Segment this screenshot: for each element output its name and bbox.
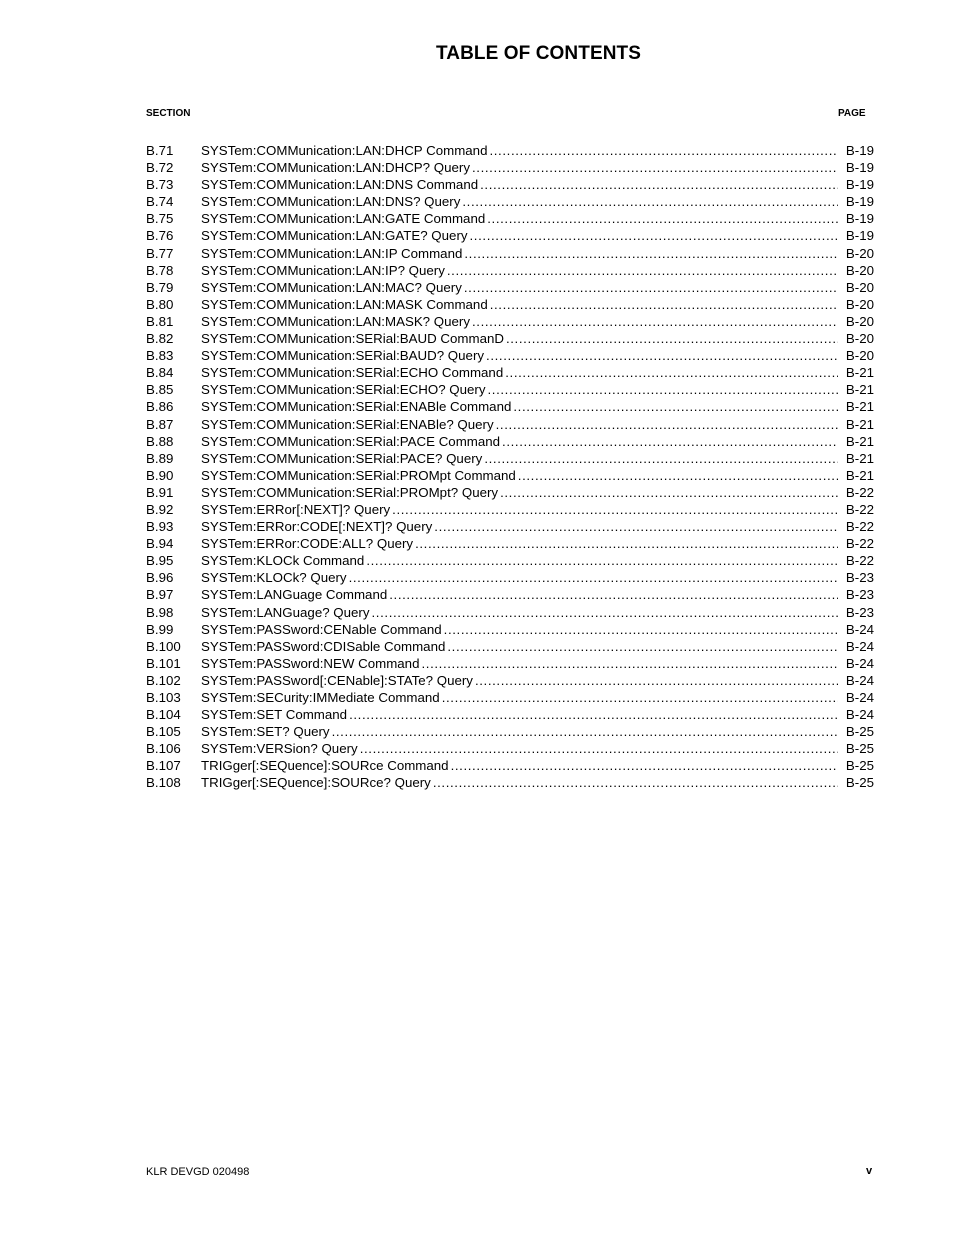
toc-entry-number: B.99 xyxy=(146,621,174,637)
toc-entry-title[interactable]: SYSTem:COMMunication:LAN:MASK? Query xyxy=(201,313,470,329)
toc-entry[interactable] xyxy=(146,433,874,450)
toc-entry-body xyxy=(201,210,844,227)
toc-entry-page[interactable]: B-22 xyxy=(845,553,874,569)
dot-leader xyxy=(506,330,838,347)
toc-entry[interactable] xyxy=(146,774,874,791)
toc-entry[interactable] xyxy=(146,569,874,586)
toc-entry[interactable] xyxy=(146,689,874,706)
dot-leader xyxy=(462,193,838,210)
toc-entry-body xyxy=(201,227,844,244)
toc-entry[interactable] xyxy=(146,193,874,210)
toc-entry[interactable] xyxy=(146,535,874,552)
toc-entry-title[interactable]: SYSTem:COMMunication:LAN:DHCP? Query xyxy=(201,160,470,176)
toc-entry-number: B.98 xyxy=(146,604,174,620)
toc-entry-body xyxy=(201,569,844,586)
toc-entry-body xyxy=(201,706,844,723)
toc-entry-number: B.87 xyxy=(146,416,174,432)
toc-entry-title[interactable]: SYSTem:KLOCk Command xyxy=(201,553,365,569)
toc-entry[interactable] xyxy=(146,279,874,296)
toc-entry-number: B.106 xyxy=(146,741,181,757)
toc-entry-title[interactable]: SYSTem:KLOCk? Query xyxy=(201,570,347,586)
toc-entry-page[interactable]: B-21 xyxy=(845,433,874,449)
dot-leader xyxy=(505,364,838,381)
dot-leader xyxy=(487,210,838,227)
dot-leader xyxy=(488,381,839,398)
toc-entry-body xyxy=(201,774,844,791)
toc-entry[interactable] xyxy=(146,416,874,433)
dot-leader xyxy=(433,774,838,791)
dot-leader xyxy=(464,245,838,262)
toc-entry-page[interactable]: B-21 xyxy=(845,450,874,466)
dot-leader xyxy=(434,518,838,535)
toc-entry-title[interactable]: SYSTem:SECurity:IMMediate Command xyxy=(201,690,440,705)
toc-entry-page[interactable]: B-21 xyxy=(845,399,874,415)
toc-entry[interactable] xyxy=(146,210,874,227)
dot-leader xyxy=(486,347,838,364)
dot-leader xyxy=(442,689,838,706)
dot-leader xyxy=(451,757,838,774)
toc-entry-title[interactable]: SYSTem:COMMunication:LAN:MAC? Query xyxy=(201,279,462,295)
dot-leader xyxy=(500,484,838,501)
toc-entry-title[interactable]: TRIGger[:SEQuence]:SOURce? Query xyxy=(201,775,431,791)
toc-entry-page[interactable]: B-22 xyxy=(845,501,874,517)
toc-entry-title[interactable]: SYSTem:LANGuage Command xyxy=(201,587,388,603)
toc-entry-title[interactable]: SYSTem:COMMunication:SERial:BAUD CommanD xyxy=(201,331,504,347)
toc-entry-body xyxy=(201,689,844,706)
toc-entry-page[interactable]: B-19 xyxy=(845,177,874,193)
toc-entry-body xyxy=(201,313,844,330)
dot-leader xyxy=(349,569,838,586)
toc-entry-page[interactable]: B-23 xyxy=(845,570,874,586)
toc-entry-body xyxy=(201,262,844,279)
toc-entry-number: B.81 xyxy=(146,313,174,329)
toc-entry-body xyxy=(201,296,844,313)
toc-entry[interactable] xyxy=(146,450,874,467)
toc-entry-number: B.102 xyxy=(146,672,181,688)
toc-entry-body xyxy=(201,484,844,501)
toc-entry-page[interactable]: B-25 xyxy=(845,758,874,774)
toc-entry-body xyxy=(201,604,844,621)
toc-entry[interactable] xyxy=(146,638,874,655)
toc-entry-number: B.71 xyxy=(146,143,174,158)
toc-entry[interactable] xyxy=(146,347,874,364)
toc-entry-body xyxy=(201,364,844,381)
toc-entry-page[interactable]: B-20 xyxy=(845,262,874,278)
toc-entry-page[interactable]: B-24 xyxy=(845,655,874,671)
toc-entry[interactable] xyxy=(146,518,874,535)
dot-leader xyxy=(415,535,838,552)
dot-leader xyxy=(502,433,838,450)
toc-entry[interactable] xyxy=(146,398,874,415)
toc-entry-title[interactable]: SYSTem:COMMunication:LAN:MASK Command xyxy=(201,296,488,312)
toc-entry-number: B.82 xyxy=(146,331,174,347)
toc-entry-page[interactable]: B-24 xyxy=(845,690,874,705)
toc-entry-number: B.84 xyxy=(146,365,174,381)
toc-entry-body xyxy=(201,450,844,467)
toc-entry-page[interactable]: B-19 xyxy=(845,228,874,244)
dot-leader xyxy=(480,176,838,193)
toc-entry-title[interactable]: SYSTem:COMMunication:LAN:GATE Command xyxy=(201,211,486,227)
toc-entry-body xyxy=(201,416,844,433)
toc-entry-page[interactable]: B-22 xyxy=(845,519,874,535)
dot-leader xyxy=(389,586,838,603)
dot-leader xyxy=(470,227,838,244)
toc-entry-title[interactable]: SYSTem:PASSword:CENable Command xyxy=(201,621,442,637)
dot-leader xyxy=(518,467,838,484)
toc-entry[interactable] xyxy=(146,364,874,381)
toc-entry-title[interactable]: SYSTem:COMMunication:SERial:PACE? Query xyxy=(201,450,483,466)
toc-entry-number: B.75 xyxy=(146,211,174,227)
toc-entry-number: B.105 xyxy=(146,724,181,740)
toc-entry-body xyxy=(201,672,844,689)
dot-leader xyxy=(513,398,838,415)
dot-leader xyxy=(372,604,838,621)
dot-leader xyxy=(392,501,838,518)
toc-entry-body xyxy=(201,245,844,262)
toc-entry[interactable] xyxy=(146,296,874,313)
toc-entry[interactable] xyxy=(146,159,874,176)
dot-leader xyxy=(472,313,838,330)
toc-entry-title[interactable]: TRIGger[:SEQuence]:SOURce Command xyxy=(201,758,449,774)
toc-entry-page[interactable]: B-22 xyxy=(845,484,874,500)
toc-entry-number: B.90 xyxy=(146,467,174,483)
toc-entry-body xyxy=(201,398,844,415)
toc-entry-title[interactable]: SYSTem:COMMunication:SERial:ENABle Command xyxy=(201,399,512,415)
toc-entry-page[interactable]: B-25 xyxy=(845,775,874,791)
toc-entry-body xyxy=(201,621,844,638)
dot-leader xyxy=(349,706,838,723)
toc-entry-title[interactable]: SYSTem:VERSion? Query xyxy=(201,741,358,757)
toc-entry[interactable] xyxy=(146,484,874,501)
toc-entry[interactable] xyxy=(146,381,874,398)
footer-page-number: v xyxy=(866,1165,873,1177)
toc-entry-page[interactable]: B-22 xyxy=(845,536,874,552)
toc-entry[interactable] xyxy=(146,467,874,484)
toc-entry-number: B.83 xyxy=(146,348,174,364)
toc-entry-title[interactable]: SYSTem:ERRor:CODE[:NEXT]? Query xyxy=(201,519,433,535)
toc-entry-page[interactable]: B-24 xyxy=(845,672,874,688)
dot-leader xyxy=(366,552,838,569)
dot-leader xyxy=(421,655,838,672)
toc-entry-body xyxy=(201,638,844,655)
toc-entry-body xyxy=(201,740,844,757)
page-title: TABLE OF CONTENTS xyxy=(435,43,642,64)
toc-entry-body xyxy=(201,467,844,484)
toc-entry-number: B.95 xyxy=(146,553,174,569)
toc-list xyxy=(146,142,874,792)
toc-entry[interactable] xyxy=(146,245,874,262)
dot-leader xyxy=(447,262,838,279)
toc-entry-body xyxy=(201,279,844,296)
toc-entry-page[interactable]: B-21 xyxy=(845,467,874,483)
toc-entry-body xyxy=(201,433,844,450)
toc-entry-title[interactable]: SYSTem:COMMunication:SERial:PROMpt? Query xyxy=(201,484,499,500)
page-column-header: PAGE xyxy=(838,108,866,119)
toc-entry-title[interactable]: SYSTem:COMMunication:SERial:ENABle? Query xyxy=(201,416,494,432)
toc-entry-body xyxy=(201,381,844,398)
toc-entry-title[interactable]: SYSTem:COMMunication:LAN:IP Command xyxy=(201,245,463,261)
toc-entry-page[interactable]: B-23 xyxy=(845,604,874,620)
dot-leader xyxy=(360,740,838,757)
toc-entry-body xyxy=(201,142,844,159)
dot-leader xyxy=(489,142,838,159)
toc-entry[interactable] xyxy=(146,621,874,638)
toc-entry-body xyxy=(201,586,844,603)
toc-entry-number: B.77 xyxy=(146,245,174,261)
toc-entry-title[interactable]: SYSTem:PASSword:NEW Command xyxy=(201,655,420,671)
toc-entry-number: B.79 xyxy=(146,279,174,295)
toc-entry-page[interactable]: B-20 xyxy=(845,348,874,364)
toc-entry-page[interactable]: B-21 xyxy=(845,365,874,381)
toc-entry-title[interactable]: SYSTem:COMMunication:LAN:DHCP Command xyxy=(201,143,488,158)
toc-entry-page[interactable]: B-24 xyxy=(845,707,874,723)
toc-entry-number: B.73 xyxy=(146,177,174,193)
dot-leader xyxy=(464,279,838,296)
dot-leader xyxy=(447,638,838,655)
toc-entry-title[interactable]: SYSTem:SET? Query xyxy=(201,724,330,740)
toc-entry-body xyxy=(201,330,844,347)
toc-entry-title[interactable]: SYSTem:COMMunication:SERial:ECHO Command xyxy=(201,365,504,381)
toc-entry-title[interactable]: SYSTem:ERRor[:NEXT]? Query xyxy=(201,501,391,517)
toc-entry[interactable] xyxy=(146,142,874,159)
toc-entry-body xyxy=(201,176,844,193)
toc-entry-number: B.72 xyxy=(146,160,174,176)
toc-entry[interactable] xyxy=(146,757,874,774)
toc-entry-number: B.80 xyxy=(146,296,174,312)
toc-entry[interactable] xyxy=(146,586,874,603)
toc-entry-title[interactable]: SYSTem:PASSword[:CENable]:STATe? Query xyxy=(201,672,473,688)
toc-entry-title[interactable]: SYSTem:LANGuage? Query xyxy=(201,604,370,620)
toc-entry-page[interactable]: B-20 xyxy=(845,279,874,295)
toc-entry-title[interactable]: SYSTem:COMMunication:LAN:IP? Query xyxy=(201,262,445,278)
toc-entry-title[interactable]: SYSTem:PASSword:CDISable Command xyxy=(201,638,446,654)
dot-leader xyxy=(496,416,838,433)
toc-entry-number: B.107 xyxy=(146,758,181,774)
footer-doc-id: KLR DEVGD 020498 xyxy=(146,1166,250,1178)
toc-entry[interactable] xyxy=(146,313,874,330)
toc-entry-title[interactable]: SYSTem:COMMunication:SERial:BAUD? Query xyxy=(201,348,485,364)
toc-entry-body xyxy=(201,655,844,672)
toc-entry-number: B.76 xyxy=(146,228,174,244)
toc-entry[interactable] xyxy=(146,723,874,740)
toc-entry-number: B.96 xyxy=(146,570,174,586)
toc-entry-number: B.91 xyxy=(146,484,174,500)
toc-entry-body xyxy=(201,552,844,569)
toc-entry-number: B.103 xyxy=(146,690,181,705)
toc-entry-body xyxy=(201,347,844,364)
toc-entry-page[interactable]: B-21 xyxy=(845,416,874,432)
toc-entry-body xyxy=(201,159,844,176)
toc-entry[interactable] xyxy=(146,706,874,723)
toc-entry-page[interactable]: B-24 xyxy=(845,638,874,654)
toc-entry-title[interactable]: SYSTem:COMMunication:LAN:DNS? Query xyxy=(201,194,461,210)
toc-entry-page[interactable]: B-24 xyxy=(845,621,874,637)
toc-entry-number: B.108 xyxy=(146,775,181,791)
toc-entry-number: B.89 xyxy=(146,450,174,466)
toc-entry[interactable] xyxy=(146,655,874,672)
toc-entry-number: B.104 xyxy=(146,707,181,723)
toc-entry-number: B.97 xyxy=(146,587,174,603)
toc-entry-page[interactable]: B-19 xyxy=(845,160,874,176)
toc-entry[interactable] xyxy=(146,176,874,193)
toc-entry-number: B.85 xyxy=(146,382,174,398)
toc-entry-title[interactable]: SYSTem:COMMunication:SERial:ECHO? Query xyxy=(201,382,486,398)
dot-leader xyxy=(475,672,838,689)
toc-entry[interactable] xyxy=(146,604,874,621)
toc-entry-number: B.100 xyxy=(146,638,181,654)
toc-entry-page[interactable]: B-25 xyxy=(845,741,874,757)
toc-entry-title[interactable]: SYSTem:COMMunication:SERial:PACE Command xyxy=(201,433,501,449)
toc-entry-body xyxy=(201,193,844,210)
dot-leader xyxy=(484,450,838,467)
toc-entry-title[interactable]: SYSTem:COMMunication:LAN:DNS Command xyxy=(201,177,479,193)
toc-entry[interactable] xyxy=(146,501,874,518)
toc-entry-page[interactable]: B-19 xyxy=(845,211,874,227)
toc-entry[interactable] xyxy=(146,740,874,757)
toc-entry-title[interactable]: SYSTem:ERRor:CODE:ALL? Query xyxy=(201,536,414,552)
toc-entry-number: B.74 xyxy=(146,194,174,210)
dot-leader xyxy=(332,723,838,740)
section-column-header: SECTION xyxy=(146,108,191,119)
toc-entry-number: B.93 xyxy=(146,519,174,535)
toc-entry[interactable] xyxy=(146,552,874,569)
toc-entry-body xyxy=(201,723,844,740)
dot-leader xyxy=(472,159,838,176)
toc-entry-page[interactable]: B-19 xyxy=(845,143,874,158)
toc-entry-number: B.92 xyxy=(146,501,174,517)
toc-entry-title[interactable]: SYSTem:COMMunication:LAN:GATE? Query xyxy=(201,228,468,244)
toc-entry-page[interactable]: B-20 xyxy=(845,331,874,347)
toc-entry-body xyxy=(201,501,844,518)
toc-entry-number: B.78 xyxy=(146,262,174,278)
toc-entry-page[interactable]: B-20 xyxy=(845,245,874,261)
toc-entry-number: B.88 xyxy=(146,433,174,449)
dot-leader xyxy=(444,621,838,638)
toc-entry-body xyxy=(201,757,844,774)
toc-entry[interactable] xyxy=(146,227,874,244)
toc-entry-page[interactable]: B-20 xyxy=(845,313,874,329)
toc-entry-number: B.86 xyxy=(146,399,174,415)
toc-entry-number: B.94 xyxy=(146,536,174,552)
toc-entry-title[interactable]: SYSTem:COMMunication:SERial:PROMpt Command xyxy=(201,467,516,483)
toc-entry-page[interactable]: B-19 xyxy=(845,194,874,210)
toc-entry-title[interactable]: SYSTem:SET Command xyxy=(201,707,348,723)
dot-leader xyxy=(490,296,838,313)
toc-entry[interactable] xyxy=(146,672,874,689)
toc-entry-page[interactable]: B-23 xyxy=(845,587,874,603)
toc-entry-number: B.101 xyxy=(146,655,181,671)
toc-entry-body xyxy=(201,535,844,552)
toc-entry[interactable] xyxy=(146,262,874,279)
toc-entry-page[interactable]: B-25 xyxy=(845,724,874,740)
toc-entry-page[interactable]: B-20 xyxy=(845,296,874,312)
toc-entry-page[interactable]: B-21 xyxy=(845,382,874,398)
toc-entry-body xyxy=(201,518,844,535)
toc-entry[interactable] xyxy=(146,330,874,347)
